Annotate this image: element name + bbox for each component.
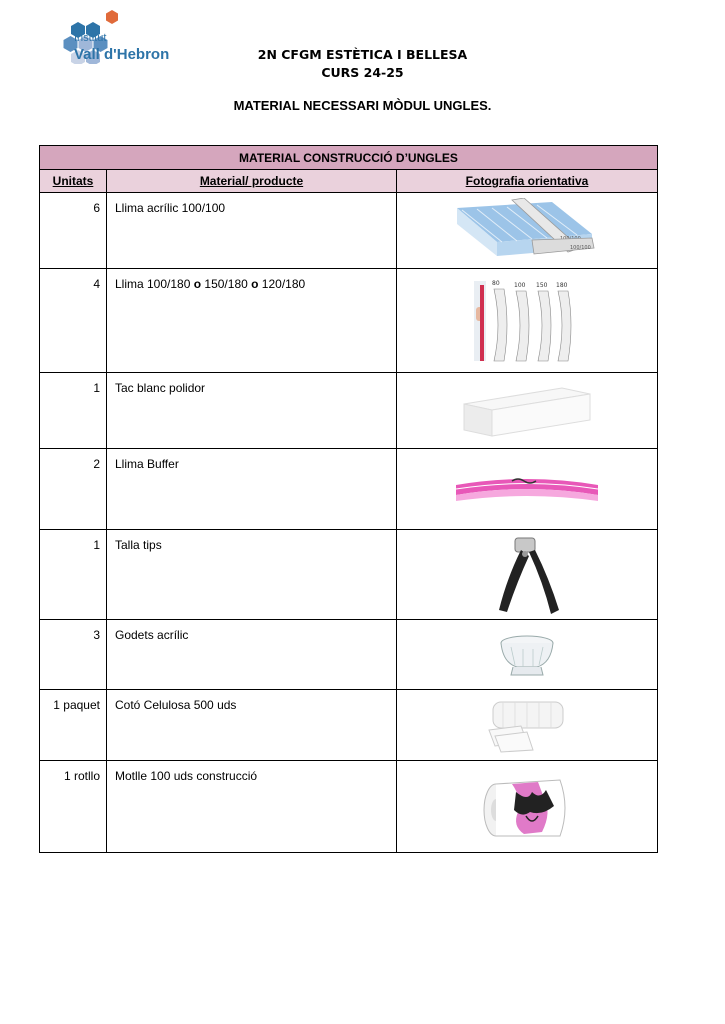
units-cell: 1 rotllo (40, 761, 107, 853)
column-header-material: Material/ producte (107, 170, 397, 193)
table-row (40, 530, 658, 620)
material-cell: Motlle 100 uds construcció (107, 761, 397, 853)
grit-label: 80 (492, 279, 500, 287)
table-row (40, 373, 658, 449)
table-title: MATERIAL CONSTRUCCIÓ D’UNGLES (40, 146, 658, 170)
cellulose-pads-image (487, 696, 567, 754)
nail-file-stack-image (452, 198, 602, 264)
material-cell: Llima acrílic 100/100 (107, 193, 397, 269)
course-title: 2N CFGM ESTÈTICA I BELLESA (257, 47, 468, 62)
grit-label: 150 (536, 281, 548, 289)
units-cell: 1 (40, 373, 107, 449)
units-cell: 2 (40, 449, 107, 530)
table-row (40, 620, 658, 690)
material-cell: Cotó Celulosa 500 uds (107, 690, 397, 761)
table-row (40, 761, 658, 853)
materials-table (39, 145, 658, 853)
file-label: 100/100 (570, 244, 591, 251)
table-row (40, 690, 658, 761)
material-cell: Llima Buffer (107, 449, 397, 530)
dappen-dish-image (497, 633, 557, 677)
nail-files-grits-image (472, 277, 582, 365)
grit-label: 180 (556, 281, 568, 289)
material-text-or: o (251, 277, 259, 291)
material-cell (107, 269, 397, 373)
table-row (40, 193, 658, 269)
units-cell: 1 paquet (40, 690, 107, 761)
material-text: Llima 100/180 (115, 277, 194, 291)
units-cell: 1 (40, 530, 107, 620)
course-year: CURS 24-25 (321, 65, 404, 80)
tip-cutter-image (487, 534, 567, 616)
units-cell: 3 (40, 620, 107, 690)
table-row (40, 269, 658, 373)
table-row (40, 449, 658, 530)
material-cell: Talla tips (107, 530, 397, 620)
column-header-units: Unitats (40, 170, 107, 193)
polish-block-image (462, 382, 592, 440)
material-text: 120/180 (258, 277, 306, 291)
grit-label: 100 (514, 281, 526, 289)
nail-forms-roll-image (482, 772, 572, 842)
logo-text-school-name: Vall d'Hebron (74, 46, 170, 63)
logo-text-institut: Institut (74, 32, 107, 44)
material-cell: Tac blanc polidor (107, 373, 397, 449)
material-text: 150/180 (201, 277, 252, 291)
units-cell: 4 (40, 269, 107, 373)
column-header-photo: Fotografia orientativa (397, 170, 658, 193)
document-subtitle: MATERIAL NECESSARI MÒDUL UNGLES. (233, 98, 492, 113)
material-cell: Godets acrílic (107, 620, 397, 690)
buffer-file-image (452, 471, 602, 507)
material-text-or: o (193, 277, 202, 291)
units-cell: 6 (40, 193, 107, 269)
